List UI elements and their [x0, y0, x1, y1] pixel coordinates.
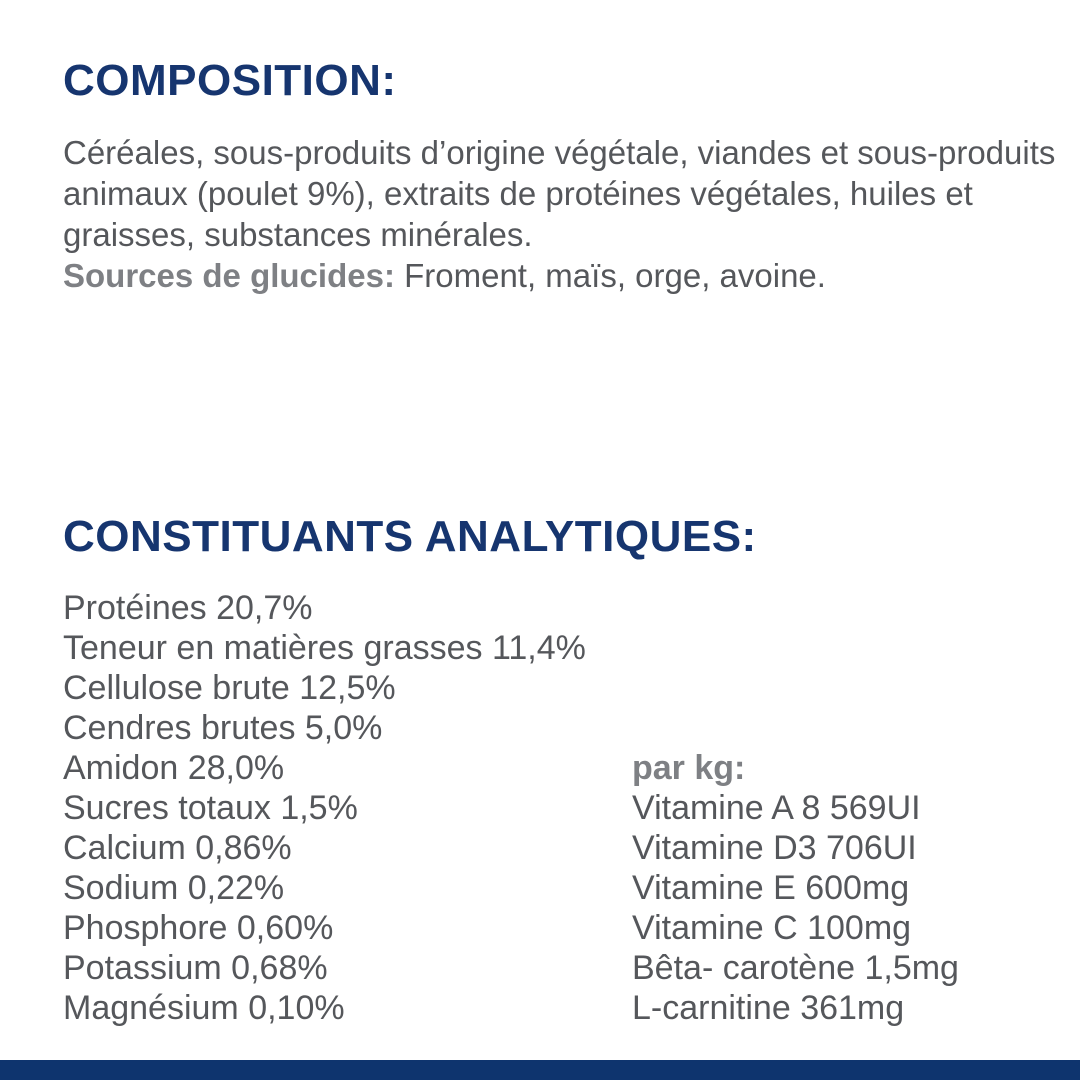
carb-sources-label: Sources de glucides:	[63, 257, 395, 294]
analytic-item: Potassium 0,68%	[63, 949, 328, 987]
analytic-item: Cellulose brute 12,5%	[63, 669, 396, 707]
bottom-brand-bar	[0, 1060, 1080, 1080]
vitamin-item: Bêta- carotène 1,5mg	[632, 949, 959, 987]
analytic-item: Amidon 28,0%	[63, 749, 285, 787]
analytic-item: Calcium 0,86%	[63, 829, 292, 867]
analytic-item: Sucres totaux 1,5%	[63, 789, 358, 827]
analytic-item: Cendres brutes 5,0%	[63, 709, 383, 747]
analytic-item: Magnésium 0,10%	[63, 989, 345, 1027]
vitamin-item: Vitamine D3 706UI	[632, 829, 917, 867]
analytic-item: Protéines 20,7%	[63, 589, 313, 627]
composition-paragraph	[63, 132, 1068, 296]
analytic-item: Sodium 0,22%	[63, 869, 285, 907]
analytics-right-column	[632, 748, 959, 1028]
vitamin-item: Vitamine C 100mg	[632, 909, 912, 947]
analytics-left-column	[63, 588, 586, 1028]
vitamin-item: Vitamine E 600mg	[632, 869, 910, 907]
vitamin-item: Vitamine A 8 569UI	[632, 789, 921, 827]
vitamin-item: L-carnitine 361mg	[632, 989, 905, 1027]
analytics-heading: CONSTITUANTS ANALYTIQUES:	[63, 512, 757, 561]
carb-sources-value: Froment, maïs, orge, avoine.	[394, 257, 826, 294]
composition-body-text: Céréales, sous-produits d’origine végétale, viandes et sous-produits animaux (poulet 9%), extraits de protéines végétales, huiles et graisses, substances minérales.	[63, 134, 1056, 253]
per-kg-label: par kg:	[632, 749, 746, 787]
carb-sources-line	[63, 255, 1068, 296]
composition-heading: COMPOSITION:	[63, 56, 397, 105]
analytic-item: Phosphore 0,60%	[63, 909, 334, 947]
analytic-item: Teneur en matières grasses 11,4%	[63, 629, 586, 667]
